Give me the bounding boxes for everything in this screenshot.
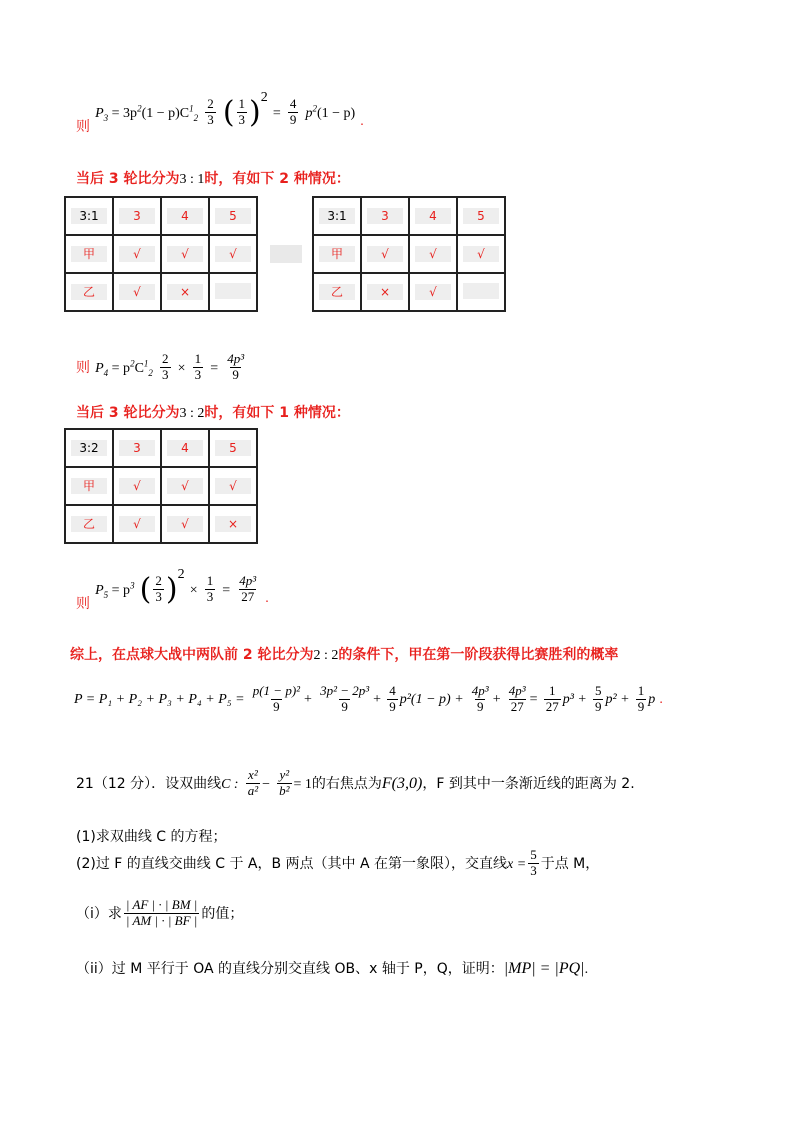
q21-part1: (1)求双曲线 C 的方程； [76, 829, 227, 845]
q21-part2: (2)过 F 的直线交曲线 C 于 A，B 两点（其中 A 在第一象限），交直线x = $\frac{5}{3}$ 于点 M， [76, 847, 600, 878]
q21-part2-ii: （ii）过 M 平行于 OA 的直线分别交直线 OB、x 轴于 P，Q，证明：|MP| = |PQ|. [76, 960, 589, 977]
p3-formula: 则 $P_3 = 3p^2(1 - p)C^1_2$ $\frac{2}{3}$ ( $\frac{1}{3}$ )$^2$ = $\frac{4}{9}$ $p^2(1 - p)$ . [76, 89, 364, 135]
table-gap-block [270, 245, 302, 263]
table-31-case-a: 3:1 3 4 5 甲 √ √ √ 乙 √ × [64, 196, 258, 312]
table-31-case-b: 3:1 3 4 5 甲 √ √ √ 乙 × √ [312, 196, 506, 312]
table-32-case: 3:2 3 4 5 甲 √ √ √ 乙 √ √ × [64, 428, 258, 544]
p3-prefix: 则 [76, 119, 90, 135]
p5-formula: 则 $P_5 = p^3$ ( $\frac{2}{3}$ )$^2$ × $\frac{1}{3}$ = $\frac{\text{4p³}}{27}$ . [76, 566, 269, 612]
summary-text: 综上，在点球大战中两队前 2 轮比分为2 : 2的条件下，甲在第一阶段获得比赛胜利的概率 [70, 647, 619, 663]
q21-stem: 21（12 分）．设双曲线C : $\frac{\text{x²}}{\text{a²}}$ − $\frac{\text{y²}}{\text{b²}}$ = 1的右焦点为F(3,0)，F 到其中一条渐近线的距离为 2. [76, 767, 635, 798]
q21-part2-i: （i）求 $\frac{| AF | \cdot | BM |}{| AM | \cdot | BF |}$ 的值； [76, 897, 244, 928]
p4-formula: 则 $P_4 = p^2C^1_2$ $\frac{2}{3}$ × $\frac{1}{3}$ = $\frac{\text{4p³}}{9}$ [76, 351, 245, 382]
case32-heading: 当后 3 轮比分为3 : 2时，有如下 1 种情况： [76, 405, 350, 421]
case31-heading: 当后 3 轮比分为3 : 1时，有如下 2 种情况： [76, 171, 350, 187]
total-probability-formula: P = P₁ + P₂ + P₃ + P₄ + P₅ = $\frac{\text{p(1 − p)²}}{9}$ + $\frac{\text{3p² − 2p³}}{9}$ + $\frac{4}{9}$ p²(1 − p) + $\frac{\text{4p³}}{9}$ + $\frac{\text{4p³}}{27}$ = $\frac{1}{27}$ p³ + $\frac{5}{9}$ p² + $\frac{1}{9}$ p . [74, 683, 663, 714]
